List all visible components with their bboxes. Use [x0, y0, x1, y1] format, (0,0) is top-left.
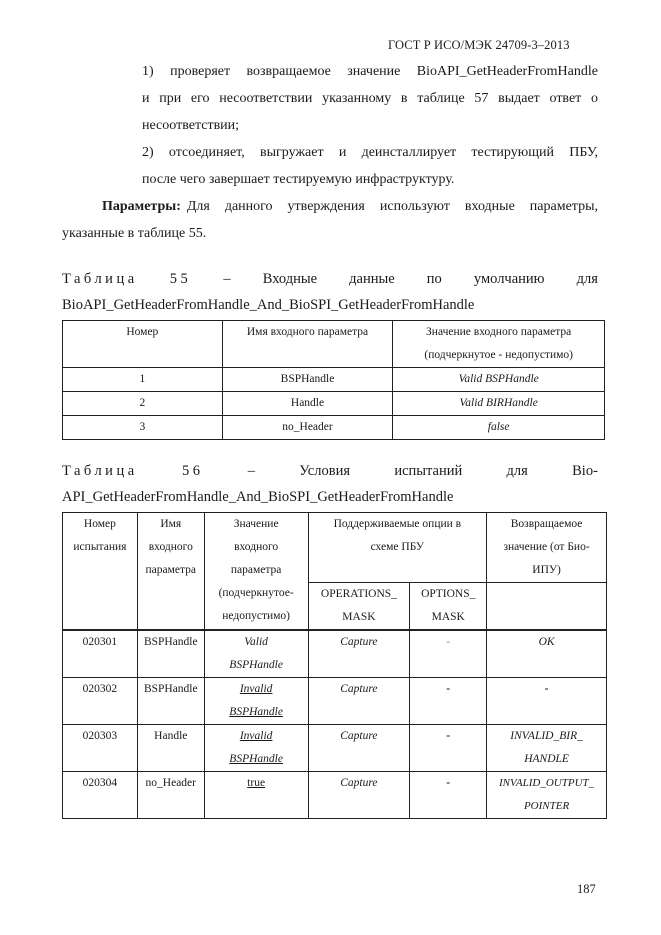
table56-header-supported-options-line-1: Поддерживаемые опции в: [333, 518, 462, 530]
table55-header-param-value-line-1: Значение входного параметра: [426, 326, 572, 338]
table56-cell-return-value: [487, 772, 607, 819]
table56-cell-options-mask: -: [410, 772, 487, 819]
table55-caption-dash: –: [223, 271, 231, 287]
table56-header-options-mask-line-1: OPTIONS_: [421, 588, 476, 600]
table56-cell-param-value-line-1: true: [247, 777, 266, 789]
table56-header-param-value-line-2: входного: [234, 541, 279, 553]
table-row: [63, 392, 605, 416]
params-line-1-text: Для данного утверждения используют входные параметры,: [186, 199, 598, 214]
table55-cell-number: 3: [63, 416, 223, 440]
table-row: [63, 725, 607, 772]
table56-caption-number: 56: [181, 463, 204, 479]
table55: [62, 320, 605, 440]
table56-cell-options-mask: -: [410, 678, 487, 725]
table56-cell-return-value-line-1: INVALID_BIR_: [510, 730, 583, 742]
list-item-1-line-1: 1) проверяет возвращаемое значение BioAPI_GetHeaderFromHandle: [142, 64, 598, 79]
table56-header-operations-mask: [308, 583, 410, 631]
table-row: [63, 772, 607, 819]
table56-cell-return-value-line-1: INVALID_OUTPUT_: [499, 777, 595, 789]
table56-header-param-value-line-5: недопустимо): [222, 610, 290, 622]
table56-cell-param-value-line-1: Invalid: [239, 730, 273, 742]
table56-header-param-value: [204, 513, 308, 631]
table56-cell-param-value: [204, 725, 308, 772]
table56-cell-param-value: [204, 678, 308, 725]
table56-header-return-empty: [487, 583, 607, 631]
params-line-2: указанные в таблице 55.: [62, 226, 207, 241]
table56-cell-options-mask: -: [410, 630, 487, 678]
table56-cell-return-value: [487, 725, 607, 772]
table56-cell-param-name: no_Header: [137, 772, 204, 819]
table56-cell-param-value: [204, 772, 308, 819]
table55-caption-line-1: [62, 266, 598, 293]
table56-header-return-value-line-1: Возвращаемое: [510, 518, 583, 530]
table55-cell-value: Valid BSPHandle: [393, 368, 605, 392]
table56-header-test-number-line-2: испытания: [73, 541, 127, 553]
table56-header-operations-mask-line-1: OPERATIONS_: [320, 588, 397, 600]
table56-caption-line-2: API_GetHeaderFromHandle_And_BioSPI_GetHeaderFromHandle: [62, 489, 454, 505]
table56-header-options-mask: [410, 583, 487, 631]
list-item-1-line-3: несоответствии;: [142, 118, 240, 133]
table56-cell-operations-mask: Capture: [308, 772, 410, 819]
table56-cell-options-mask: -: [410, 725, 487, 772]
list-item-1-line-2: и при его несоответствии указанному в таблице 57 выдает ответ о: [142, 91, 598, 106]
params-line-1: [102, 193, 598, 220]
table55-header-number: Номер: [63, 321, 223, 368]
table56-header-return-value: [487, 513, 607, 583]
params-label: Параметры:: [102, 199, 181, 214]
table56-cell-param-name: Handle: [137, 725, 204, 772]
table55-cell-value: Valid BIRHandle: [393, 392, 605, 416]
table55-header-param-value: [393, 321, 605, 368]
table55-caption-line-2: BioAPI_GetHeaderFromHandle_And_BioSPI_GetHeaderFromHandle: [62, 297, 475, 313]
table56-cell-operations-mask: Capture: [308, 630, 410, 678]
table56-header-param-value-line-3: параметра: [230, 564, 282, 576]
table56-header-param-name-line-3: параметра: [145, 564, 197, 576]
table55-cell-name: Handle: [222, 392, 393, 416]
table55-header-param-name: Имя входного параметра: [222, 321, 393, 368]
table55-caption-word-2: данные: [349, 271, 395, 287]
table-row: [63, 416, 605, 440]
table56-header-param-name-line-2: входного: [148, 541, 193, 553]
table56-header-param-name: [137, 513, 204, 631]
table56-cell-return-value: OK: [487, 630, 607, 678]
table55-header-row: [63, 321, 605, 368]
table55-caption-word-1: Входные: [262, 271, 318, 287]
table55-header-param-value-line-2: (подчеркнутое - недопустимо): [424, 349, 573, 361]
table-row: [63, 678, 607, 725]
table56-header-test-number-line-1: Номер: [83, 518, 116, 530]
table56-header-options-mask-line-2: MASK: [431, 611, 465, 623]
table55-cell-name: BSPHandle: [222, 368, 393, 392]
table56-header-operations-mask-line-2: MASK: [342, 611, 376, 623]
table56-caption-word-3: для: [506, 463, 528, 479]
table55-cell-name: no_Header: [222, 416, 393, 440]
standard-header: ГОСТ Р ИСО/МЭК 24709-3–2013: [388, 38, 570, 52]
table55-caption-word-3: по: [426, 271, 442, 287]
table56-header-param-name-line-1: Имя: [160, 518, 182, 530]
table-row: [63, 630, 607, 678]
table56-cell-return-value: -: [487, 678, 607, 725]
table55-caption-number: 55: [169, 271, 192, 287]
table56-cell-operations-mask: Capture: [308, 678, 410, 725]
table56-header-param-value-line-1: Значение: [233, 518, 279, 530]
table56-cell-param-value-line-1: Invalid: [239, 683, 273, 695]
table55-cell-number: 1: [63, 368, 223, 392]
table56-header-test-number: [63, 513, 138, 631]
table56-cell-param-value-line-2: BSPHandle: [229, 706, 283, 718]
table56-caption-dash: –: [247, 463, 255, 479]
table56-header-supported-options-line-2: схеме ПБУ: [370, 541, 425, 553]
table56-caption-line-1: [62, 458, 598, 485]
table56-cell-param-value: [204, 630, 308, 678]
table56: [62, 512, 607, 819]
table55-caption-word-5: для: [576, 271, 598, 287]
table56-caption-word-2: испытаний: [394, 463, 463, 479]
table56-cell-param-value-line-2: BSPHandle: [229, 753, 283, 765]
table56-header-param-value-line-4: (подчеркнутое-: [218, 587, 294, 599]
table56-caption-word-1: Условия: [299, 463, 351, 479]
table56-cell-return-value-line-2: POINTER: [523, 800, 570, 812]
table56-cell-test-number: 020302: [63, 678, 138, 725]
table56-cell-test-number: 020301: [63, 630, 138, 678]
page-number: 187: [577, 882, 596, 896]
table55-cell-number: 2: [63, 392, 223, 416]
table56-caption-word-4: Bio-: [572, 463, 598, 479]
table55-cell-value: false: [393, 416, 605, 440]
table56-cell-param-value-line-1: Valid: [244, 636, 268, 648]
table55-caption-word: Таблица: [62, 271, 138, 287]
list-item-2-line-2: после чего завершает тестируемую инфраструктуру.: [142, 172, 455, 187]
table56-caption-word: Таблица: [62, 463, 138, 479]
table-row: [63, 368, 605, 392]
table56-header-return-value-line-3: ИПУ): [532, 564, 561, 576]
table56-cell-test-number: 020303: [63, 725, 138, 772]
table56-header-supported-options: [308, 513, 487, 583]
table56-header-row-1: [63, 513, 607, 583]
table56-cell-operations-mask: Capture: [308, 725, 410, 772]
table55-caption-word-4: умолчанию: [473, 271, 545, 287]
table56-cell-test-number: 020304: [63, 772, 138, 819]
table56-cell-param-name: BSPHandle: [137, 630, 204, 678]
table56-cell-param-name: BSPHandle: [137, 678, 204, 725]
table56-cell-param-value-line-2: BSPHandle: [229, 659, 283, 671]
list-item-2-line-1: 2) отсоединяет, выгружает и деинсталлирует тестирующий ПБУ,: [142, 145, 598, 160]
table56-header-return-value-line-2: значение (от Био-: [503, 541, 590, 553]
table56-cell-return-value-line-2: HANDLE: [524, 753, 569, 765]
